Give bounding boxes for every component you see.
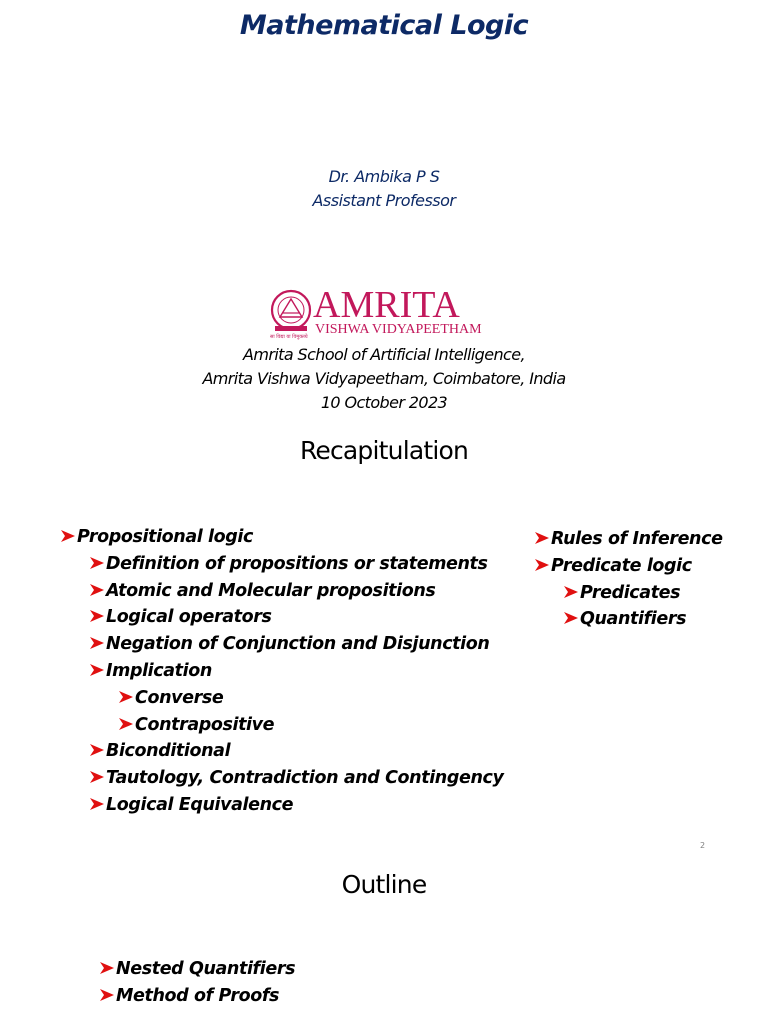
logo-subtitle: VISHWA VIDYAPEETHAM: [315, 322, 482, 337]
list-item-text: Quantifiers: [580, 609, 687, 630]
arrow-bullet-icon: [534, 558, 550, 572]
list-item-text: Nested Quantifiers: [116, 959, 296, 979]
arrow-bullet-icon: [89, 743, 105, 757]
list-item-text: Rules of Inference: [551, 529, 723, 549]
list-item: [99, 983, 295, 1010]
list-item-text: Contrapositive: [135, 714, 275, 735]
list-item: [60, 792, 504, 819]
arrow-bullet-icon: [563, 611, 579, 625]
page-number: 2: [700, 841, 706, 850]
logo-wordmark: AMRITA: [313, 286, 460, 326]
arrow-bullet-icon: [89, 583, 105, 597]
institution-block: [0, 343, 768, 415]
list-item: [60, 765, 504, 792]
list-item-text: Definition of propositions or statements: [106, 553, 488, 574]
list-item-text: Logical Equivalence: [106, 794, 294, 815]
arrow-bullet-icon: [89, 663, 105, 677]
list-item: [60, 524, 504, 551]
presentation-date: 10 October 2023: [320, 393, 448, 412]
list-item: [60, 551, 504, 578]
recap-slide: [0, 420, 768, 860]
list-item: [60, 712, 504, 739]
list-item-text: Atomic and Molecular propositions: [106, 580, 436, 601]
list-item-text: Method of Proofs: [116, 985, 280, 1006]
outline-list: [99, 956, 295, 1010]
arrow-bullet-icon: [89, 636, 105, 650]
presentation-title: Mathematical Logic: [239, 10, 529, 41]
author-block: [0, 165, 768, 213]
amrita-emblem-icon: [272, 291, 310, 331]
list-item: [60, 685, 504, 712]
list-item-text: Logical operators: [106, 607, 272, 628]
list-item-text: Predicate logic: [551, 555, 692, 576]
arrow-bullet-icon: [99, 988, 115, 1002]
list-item: [60, 604, 504, 631]
recap-left-list: [60, 524, 504, 819]
recap-right-list: [534, 526, 723, 633]
arrow-bullet-icon: [118, 717, 134, 731]
arrow-bullet-icon: [99, 961, 115, 975]
list-item-text: Converse: [135, 687, 224, 708]
outline-slide: [0, 860, 768, 1024]
arrow-bullet-icon: [563, 585, 579, 599]
list-item: [534, 606, 723, 633]
list-item: [534, 580, 723, 607]
list-item-text: Tautology, Contradiction and Contingency: [106, 768, 504, 789]
author-name: Dr. Ambika P S: [328, 167, 440, 186]
list-item: [534, 526, 723, 553]
arrow-bullet-icon: [534, 531, 550, 545]
list-item: [99, 956, 295, 983]
list-item-text: Biconditional: [106, 741, 231, 762]
arrow-bullet-icon: [89, 556, 105, 570]
amrita-logo: [269, 286, 501, 340]
institution-line-2: Amrita Vishwa Vidyapeetham, Coimbatore, India: [202, 369, 566, 388]
arrow-bullet-icon: [89, 609, 105, 623]
list-item: [60, 631, 504, 658]
arrow-bullet-icon: [118, 690, 134, 704]
arrow-bullet-icon: [89, 797, 105, 811]
list-item: [60, 578, 504, 605]
institution-line-1: Amrita School of Artificial Intelligence,: [243, 345, 525, 364]
list-item-text: Predicates: [580, 582, 681, 603]
recap-heading: Recapitulation: [299, 436, 469, 465]
arrow-bullet-icon: [89, 770, 105, 784]
list-item: [60, 738, 504, 765]
list-item-text: Negation of Conjunction and Disjunction: [106, 634, 490, 655]
outline-heading: Outline: [341, 870, 427, 899]
list-item-text: Implication: [106, 660, 212, 681]
title-slide: [0, 0, 768, 420]
logo-motto: सा विद्या या विमुक्तये: [270, 334, 308, 340]
list-item: [534, 553, 723, 580]
list-item: [60, 658, 504, 685]
author-position: Assistant Professor: [312, 191, 456, 210]
list-item-text: Propositional logic: [77, 527, 253, 547]
arrow-bullet-icon: [60, 529, 76, 543]
